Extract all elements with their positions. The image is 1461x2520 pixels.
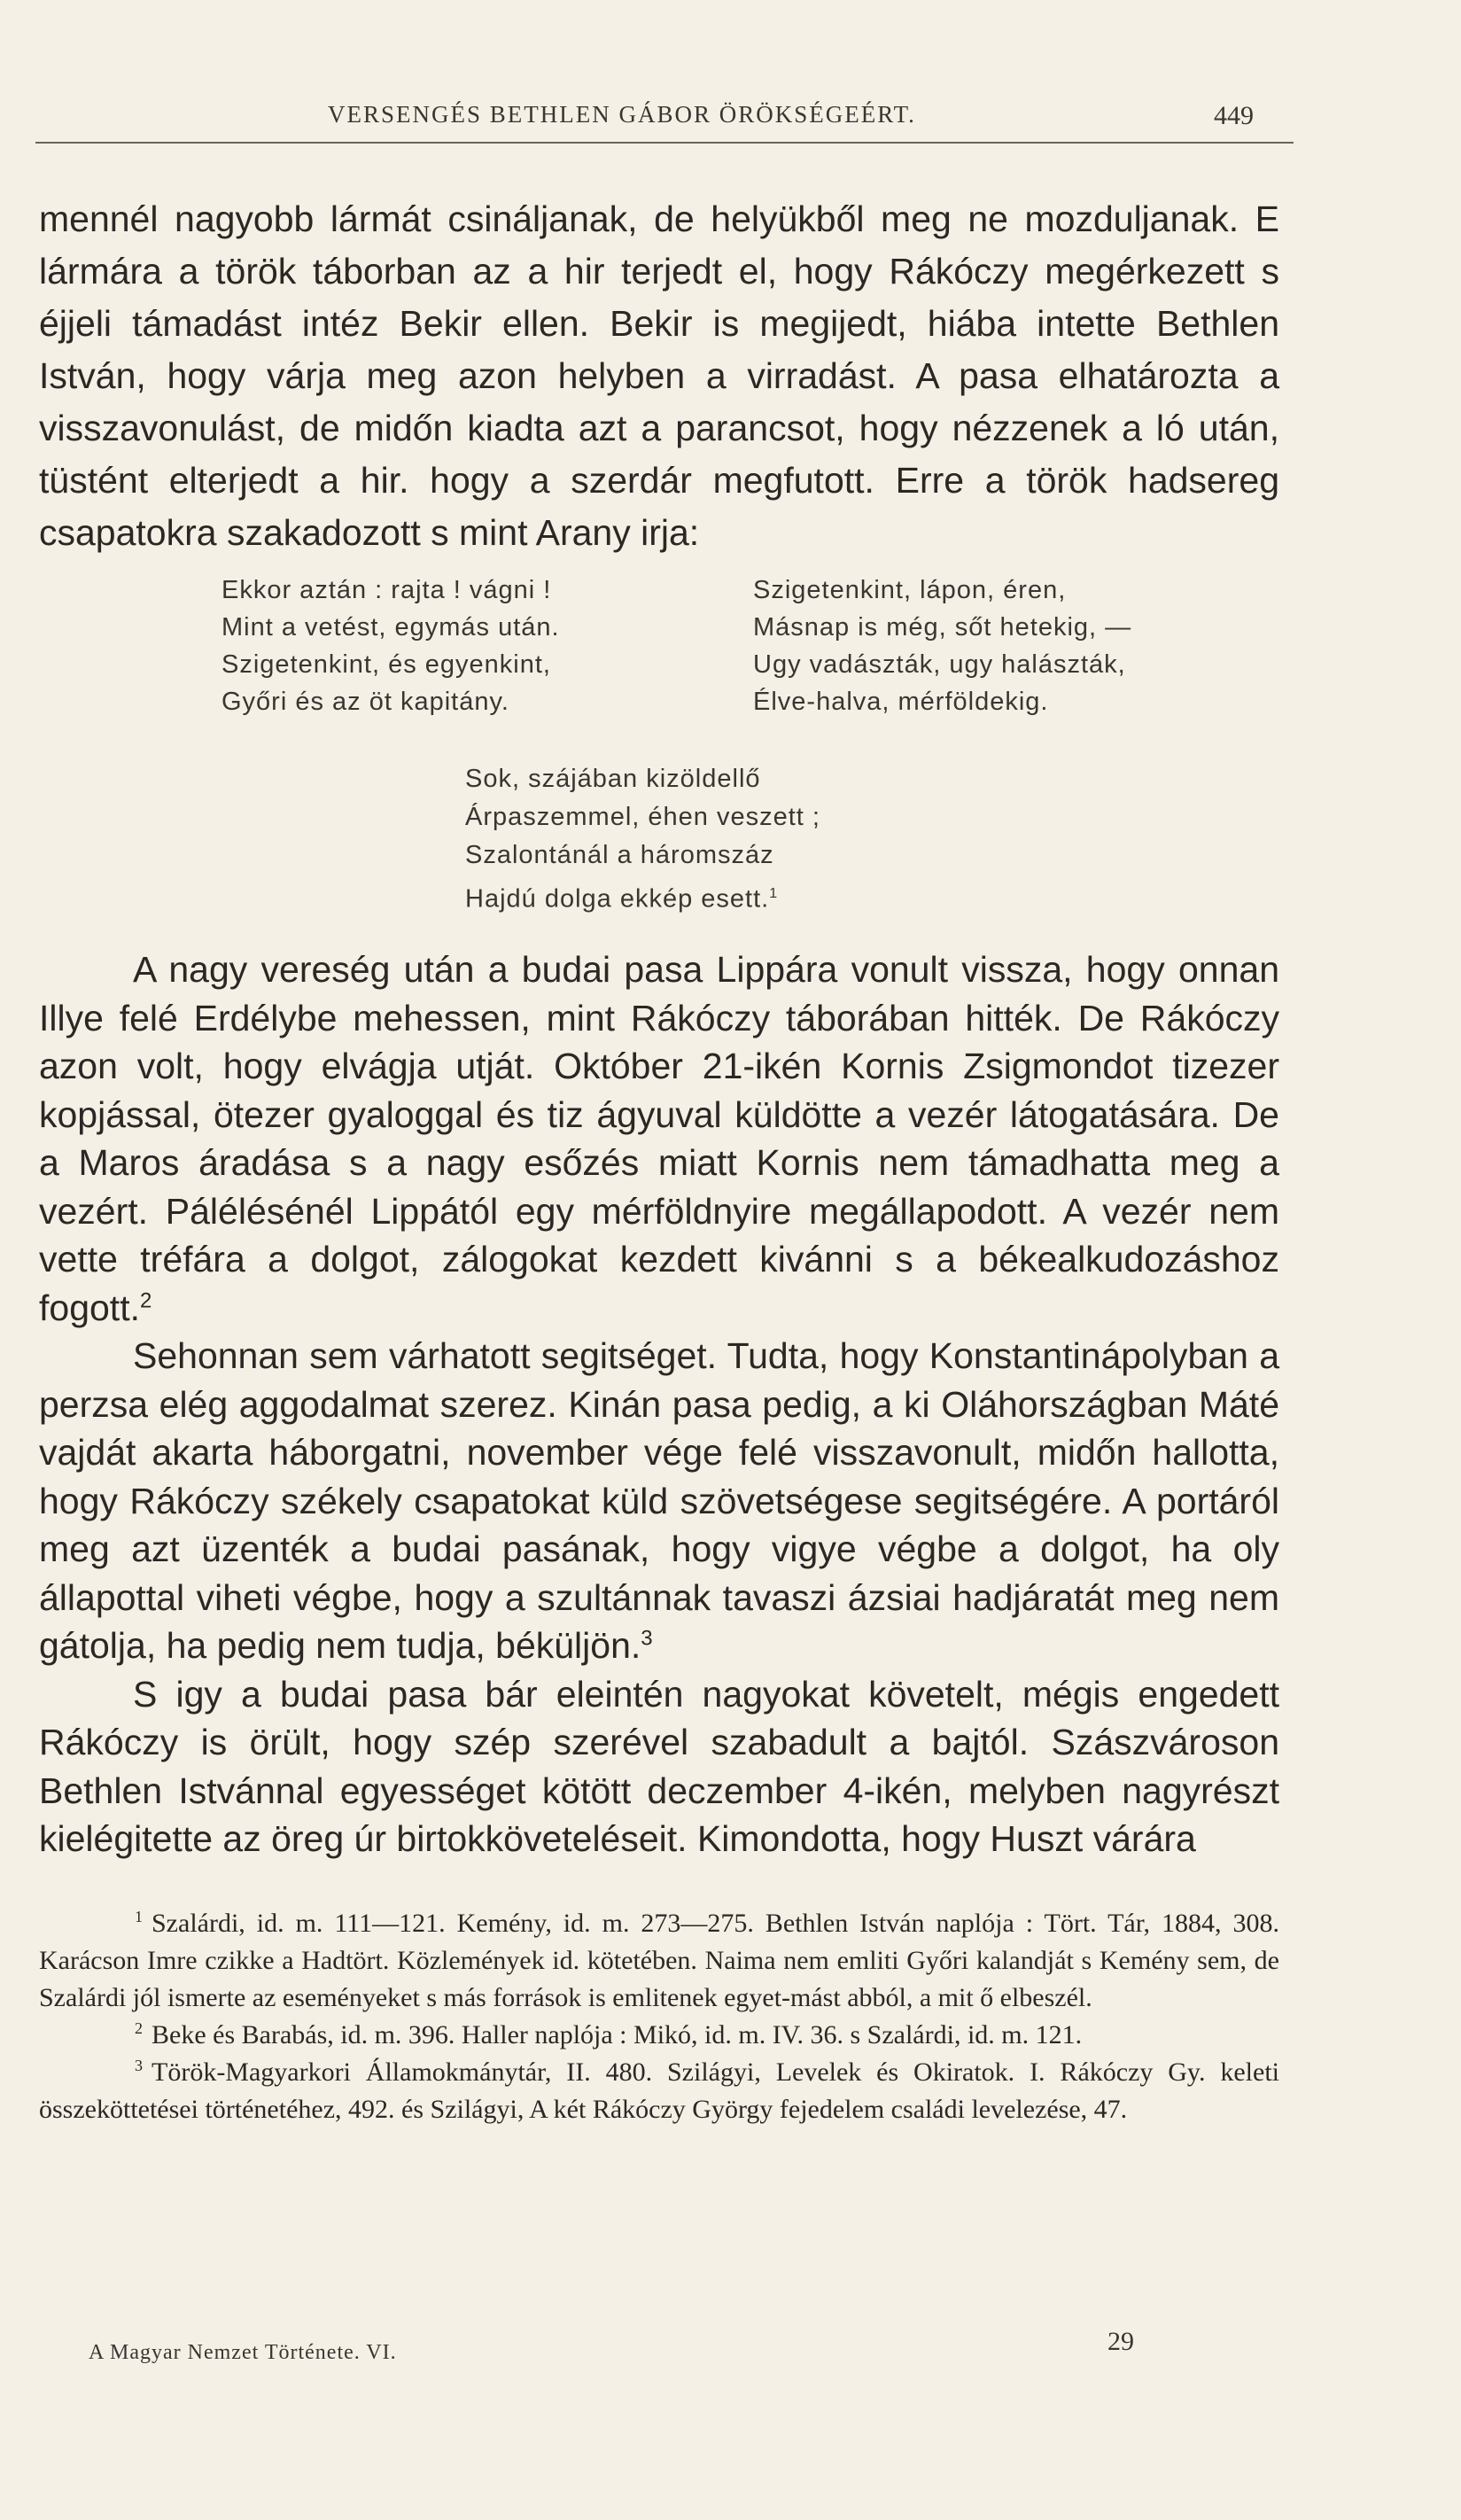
footnote-reference: 2 <box>139 1287 152 1312</box>
footnote-mark: 1 <box>135 1908 143 1925</box>
footnotes <box>39 1905 1279 2128</box>
poem-line <box>465 875 820 919</box>
paragraph-1: mennél nagyobb lármát csináljanak, de helyükből meg ne mozduljanak. E lármára a török táborban az a hir terjedt el, hogy Rákóczy megérkezett s éjjeli támadást intéz Bekir ellen. Bekir is megijedt, hiába intette Bethlen István, hogy várja meg azon helyben a virradást. A pasa elhatározta a visszavonulást, de midőn kiadta azt a parancsot, hogy nézzenek a ló után, tüstént elterjedt a hir. hogy a szerdár megfutott. Erre a török hadsereg csapatokra szakadozott s mint Arany irja: <box>39 198 1279 553</box>
poem-line: Mint a vetést, egymás után. <box>221 613 560 642</box>
paragraph-2 <box>39 945 1279 1332</box>
poem-line: Ekkor aztán : rajta ! vágni ! <box>221 576 552 604</box>
footnote-text: Szalárdi, id. m. 111—121. Kemény, id. m. 273—275. Bethlen István naplója : Tört. Tár, 1884, 308. Karácson Imre czikke a Hadtört. Közlemények id. kötetében. Naima nem emliti Győri kalandját s Kemény sem, de Szalárdi jól ismerte az eseményeket s más források is emlitenek egyet-mást abból, a mit ő elbeszél. <box>39 1909 1279 2012</box>
poem-line-text: Hajdú dolga ekkép esett. <box>465 884 770 914</box>
footnote-1 <box>39 1905 1279 2017</box>
page-number: 449 <box>1214 101 1254 130</box>
footnote-text: Török-Magyarkori Államokmánytár, II. 480. Szilágyi, Levelek és Okiratok. I. Rákóczy Gy. keleti összeköttetései történetéhez, 492. és Szilágyi, A két Rákóczy György fejedelem családi levelezése, 47. <box>39 2057 1279 2124</box>
footnote-mark: 3 <box>135 2057 143 2074</box>
poem-line: Élve-halva, mérföldekig. <box>753 688 1049 716</box>
footnote-text: Beke és Barabás, id. m. 396. Haller naplója : Mikó, id. m. IV. 36. s Szalárdi, id. m. 121. <box>152 2020 1083 2049</box>
footnote-mark: 2 <box>135 2019 143 2037</box>
signature-number: 29 <box>1107 2327 1134 2356</box>
signature-line <box>89 2327 1240 2375</box>
running-head <box>35 96 1311 140</box>
paragraph-4: S igy a budai pasa bár eleintén nagyokat követelt, mégis engedett Rákóczy is örült, hogy szép szerével szabadult a bajtól. Szászvároson Bethlen Istvánnal egyességet kötött deczember 4-ikén, melyben nagyrészt kielégitette az öreg úr birtokköveteléseit. Kimondotta, hogy Huszt várára <box>39 1673 1279 1859</box>
paragraph-2-text: A nagy vereség után a budai pasa Lippára vonult vissza, hogy onnan Illye felé Erdélybe mehessen, mint Rákóczy táborában hitték. De Rákóczy azon volt, hogy elvágja utját. Október 21-ikén Kornis Zsigmondot tizezer kopjással, ötezer gyaloggal és tiz ágyuval küldötte a vezér látogatására. De a Maros áradása s a nagy esőzés miatt Kornis nem támadhatta meg a vezért. Pálélésénél Lippától egy mérföldnyire megállapodott. A vezér nem vette tréfára a dolgot, zálogokat kezdett kivánni s a békealkudozáshoz fogott. <box>39 949 1279 1328</box>
paragraph-3 <box>39 1332 1279 1670</box>
poem-line: Másnap is még, sőt hetekig, — <box>753 613 1132 642</box>
poem-line: Szalontánál a háromszáz <box>465 841 774 869</box>
running-title: VERSENGÉS BETHLEN GÁBOR ÖRÖKSÉGEÉRT. <box>328 101 916 128</box>
footnote-2 <box>39 2017 1279 2054</box>
header-rule <box>35 142 1294 144</box>
main-text-top <box>39 193 1279 559</box>
signature-title: A Magyar Nemzet Története. VI. <box>89 2341 397 2364</box>
poem-stanza-center <box>465 760 820 919</box>
footnote-3 <box>39 2054 1279 2128</box>
poem-line: Szigetenkint, lápon, éren, <box>753 576 1067 604</box>
footnote-reference: 3 <box>641 1626 653 1651</box>
paragraph-3-text: Sehonnan sem várhatott segitséget. Tudta, hogy Konstantinápolyban a perzsa elég aggodalmat szerez. Kinán pasa pedig, a ki Oláhországban Máté vajdát akarta háborgatni, november vége felé visszavonult, midőn hallotta, hogy Rákóczy székely csapatokat küld szövetségese segitségére. A portáról meg azt üzenték a budai pasának, hogy vigye végbe a dolgot, ha oly állapottal viheti végbe, hogy a szultánnak tavaszi ázsiai hadjáratát meg nem gátolja, ha pedig nem tudja, béküljön. <box>39 1335 1279 1666</box>
main-text-bottom <box>39 945 1279 1863</box>
footnote-reference: 1 <box>769 886 779 901</box>
poem-line: Árpaszemmel, éhen veszett ; <box>465 803 820 831</box>
poem-line: Győri és az öt kapitány. <box>221 688 509 716</box>
poem-stanza-right <box>753 572 1131 720</box>
poem-line: Szigetenkint, és egyenkint, <box>221 650 551 679</box>
poem-stanza-left <box>221 572 560 720</box>
poem-line: Ugy vadászták, ugy halászták, <box>753 650 1126 679</box>
poem-line: Sok, szájában kizöldellő <box>465 765 761 793</box>
